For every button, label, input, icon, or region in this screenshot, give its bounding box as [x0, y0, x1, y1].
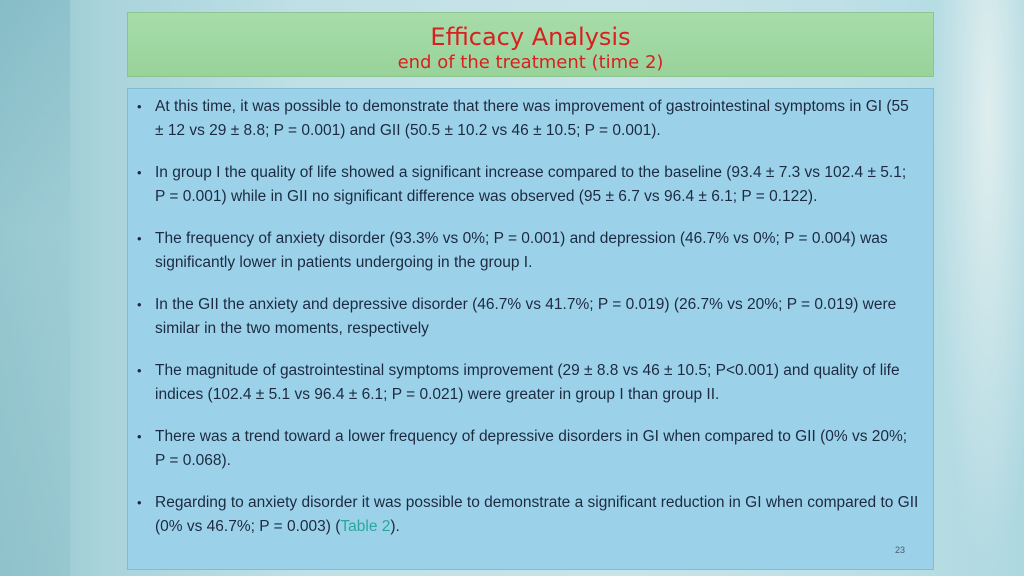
content-panel	[127, 88, 934, 570]
bullet-item	[128, 491, 933, 539]
bullet-dot-icon: •	[137, 429, 142, 444]
page-number: 23	[894, 545, 905, 555]
title-banner	[127, 12, 934, 77]
bullet-text-last	[155, 491, 919, 539]
bullet-item	[128, 359, 933, 407]
bullet-item	[128, 425, 933, 473]
bullet-text: At this time, it was possible to demonstrate that there was improvement of gastrointestinal symptoms in GI (55 ± 12 vs 29 ± 8.8; P = 0.001) and GII (50.5 ± 10.2 vs 46 ± 10.5; P = 0.001).	[155, 98, 909, 139]
bullet-list	[128, 95, 933, 557]
bullet-item	[128, 227, 933, 275]
bullet-text: The frequency of anxiety disorder (93.3% vs 0%; P = 0.001) and depression (46.7% vs 0%; P = 0.004) was significantly lower in patients undergoing in the group I.	[155, 230, 888, 271]
bullet-text: There was a trend toward a lower frequency of depressive disorders in GI when compared to GII (0% vs 20%; P = 0.068).	[155, 428, 908, 469]
background-haze	[934, 0, 1024, 576]
slide-title: Efficacy Analysis	[430, 23, 631, 51]
bullet-dot-icon: •	[137, 495, 142, 510]
bullet-text: The magnitude of gastrointestinal symptoms improvement (29 ± 8.8 vs 46 ± 10.5; P<0.001) and quality of life indices (102.4 ± 5.1 vs 96.4 ± 6.1; P = 0.021) were greater in group I than group II.	[155, 362, 900, 403]
bullet-item	[128, 161, 933, 209]
bullet-dot-icon: •	[137, 99, 142, 114]
bullet-text-tail: ).	[390, 518, 400, 535]
bullet-dot-icon: •	[137, 231, 142, 246]
bullet-text: In group I the quality of life showed a significant increase compared to the baseline (93.4 ± 7.3 vs 102.4 ± 5.1; P = 0.001) while in GII no significant difference was observed (95 ± 6.7 vs 96.4 ± 6.1; P = 0.122).	[155, 164, 907, 205]
bullet-text: In the GII the anxiety and depressive disorder (46.7% vs 41.7%; P = 0.019) (26.7% vs 20%; P = 0.019) were similar in the two moments, respectively	[155, 296, 897, 337]
bullet-item	[128, 293, 933, 341]
bullet-text-main: Regarding to anxiety disorder it was possible to demonstrate a significant reduction in GI when compared to GII (0% vs 46.7%; P = 0.003) (	[155, 494, 919, 535]
bullet-item	[128, 95, 933, 143]
bullet-dot-icon: •	[137, 297, 142, 312]
table-2-link[interactable]: Table 2	[340, 518, 391, 535]
bullet-dot-icon: •	[137, 363, 142, 378]
slide-subtitle: end of the treatment (time 2)	[397, 52, 664, 73]
background-left-stripe	[0, 0, 70, 576]
bullet-dot-icon: •	[137, 165, 142, 180]
